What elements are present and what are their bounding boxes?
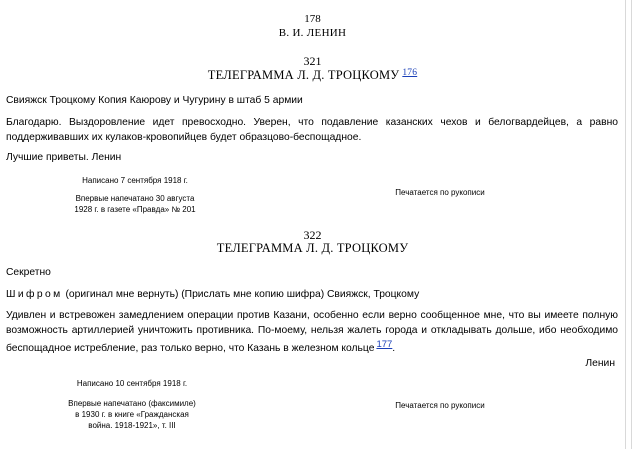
doc-322-publication-line-3: война. 1918-1921», т. III xyxy=(88,421,176,430)
doc-321-title-text: ТЕЛЕГРАММА Л. Д. ТРОЦКОМУ xyxy=(207,68,400,82)
doc-321-publication-line-1: Впервые напечатано 30 августа xyxy=(75,194,195,203)
doc-321-publication-line-2: 1928 г. в газете «Правда» № 201 xyxy=(74,205,196,214)
page-author: В. И. ЛЕНИН xyxy=(278,27,347,39)
doc-322-address-text: (оригинал мне вернуть) (Прислать мне копию шифра) Свияжск, Троцкому xyxy=(62,289,420,300)
doc-321-body: Благодарю. Выздоровление идет превосходно. Уверен, что подавление казанских чехов и белогвардейцев, а равно поддерживавших их кулаков-кровопийцев будет образцово-беспощадное. xyxy=(6,117,618,143)
doc-321-note-link[interactable]: 176 xyxy=(402,68,418,78)
doc-321-written-date: Написано 7 сентября 1918 г. xyxy=(82,176,188,185)
doc-322-publication-line-1: Впервые напечатано (факсимиле) xyxy=(68,399,196,408)
doc-322-note-link[interactable]: 177 xyxy=(376,339,393,350)
doc-321-address: Свияжск Троцкому Копия Каюрову и Чугурину в штаб 5 армии xyxy=(6,95,303,106)
page-number: 178 xyxy=(304,13,321,25)
doc-322-address xyxy=(6,288,618,303)
doc-322-publication xyxy=(52,398,212,431)
doc-322-number: 322 xyxy=(303,228,322,242)
doc-321-publication xyxy=(55,193,215,215)
doc-321-number: 321 xyxy=(303,54,322,68)
doc-322-secret-label: Секретно xyxy=(6,267,51,278)
page-border-outer xyxy=(631,0,632,449)
doc-321-source: Печатается по рукописи xyxy=(395,188,485,197)
doc-322-cipher-word: Шифром xyxy=(6,289,63,300)
doc-322-publication-line-2: в 1930 г. в книге «Гражданская xyxy=(75,410,189,419)
doc-322-written-date: Написано 10 сентября 1918 г. xyxy=(76,379,188,388)
doc-322-body-end: . xyxy=(392,343,396,354)
doc-322-signature: Ленин xyxy=(585,358,615,369)
doc-322-title: ТЕЛЕГРАММА Л. Д. ТРОЦКОМУ xyxy=(216,241,409,255)
doc-322-source: Печатается по рукописи xyxy=(395,401,485,410)
doc-322-body-text: Удивлен и встревожен замедлением операции против Казани, особенно если верно сообщенное мне, что вы имеете полную возможность артиллерией уничтожить противника. По-моему, нельзя жалеть города и откладывать дольше, ибо необходимо беспощадное истребление, раз только верно, что Казань в железном кольце xyxy=(6,310,618,354)
page-border-right xyxy=(625,0,626,449)
doc-321-closing: Лучшие приветы. Ленин xyxy=(6,152,122,163)
doc-322-body xyxy=(6,309,618,357)
doc-321-title xyxy=(0,68,625,83)
